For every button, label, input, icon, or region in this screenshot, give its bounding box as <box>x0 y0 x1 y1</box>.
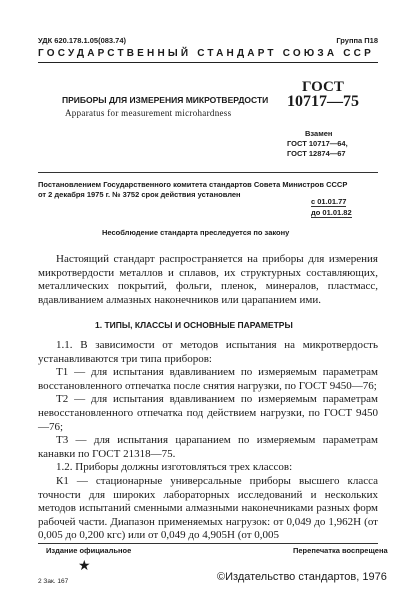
intro-paragraph: Настоящий стандарт распространяется на приборы для измерения микротвердости металлов и сплавов, их структурных составляющих, металлических покрытий, фольги, пленок, минералов, пластмасс, вдавливанием алмазных наконечников или царапанием ими. <box>38 253 378 306</box>
section-body <box>38 339 378 543</box>
paragraph-1-1: 1.1. В зависимости от методов испытания на микротвердость устанавливаются три типа приборов: <box>38 339 378 365</box>
group-code: Группа П18 <box>336 36 378 45</box>
type-t1: Т1 — для испытания вдавливанием по измеряемым параметрам восстановленного отпечатка после снятия нагрузки, по ГОСТ 9450—76; <box>38 366 378 392</box>
replaces-standard-1: ГОСТ 10717—64, <box>287 139 348 148</box>
intro-paragraph-block <box>38 253 378 307</box>
gost-label: ГОСТ <box>302 79 344 95</box>
footer-rule <box>38 543 378 544</box>
official-edition-label: Издание официальное <box>46 546 132 555</box>
standard-banner: ГОСУДАРСТВЕННЫЙ СТАНДАРТ СОЮЗА ССР <box>38 48 374 59</box>
decree-line-2: от 2 декабря 1975 г. № 3752 срок действия установлен <box>38 190 241 199</box>
paragraph-1-2: 1.2. Приборы должны изготовляться трех классов: <box>56 461 293 474</box>
section-heading: 1. ТИПЫ, КЛАССЫ И ОСНОВНЫЕ ПАРАМЕТРЫ <box>95 320 293 330</box>
order-number: 2 Зак. 167 <box>38 578 69 585</box>
document-title-english: Apparatus for measurement microhardness <box>65 108 232 118</box>
section-rule <box>38 172 378 173</box>
document-title-russian: ПРИБОРЫ ДЛЯ ИЗМЕРЕНИЯ МИКРОТВЕРДОСТИ <box>62 95 269 105</box>
valid-from: с 01.01.77 <box>311 197 347 206</box>
reprint-prohibited-label: Перепечатка воспрещена <box>293 546 388 555</box>
gost-number: 10717—75 <box>287 93 359 110</box>
udk-code: УДК 620.178.1.05(083.74) <box>38 36 127 45</box>
decree-block <box>38 180 347 200</box>
class-k1: К1 — стационарные универсальные приборы высшего класса точности для широких лабораторных исследований и нескольких методов испытаний сменными алмазными наконечниками разных форм рабочей части. Диапазон применяемых нагрузок: от 0,049 до 1,962Н (от 0,005 до 0,200 кгс) или от 0,049 до 4,905Н (от 0,005 <box>38 474 378 542</box>
type-t2: Т2 — для испытания вдавливанием по измеряемым параметрам невосстановленного отпечатка под действием нагрузки, по ГОСТ 9450—76; <box>38 393 378 433</box>
valid-to: до 01.01.82 <box>311 208 352 217</box>
non-observance-note: Несоблюдение стандарта преследуется по закону <box>102 228 290 237</box>
replaces-block <box>287 129 348 159</box>
type-t3: Т3 — для испытания царапанием по измеряемым параметрам канавки по ГОСТ 21318—75. <box>38 434 378 460</box>
decree-line-1: Постановлением Государственного комитета стандартов Совета Министров СССР <box>38 180 348 189</box>
validity-period <box>311 196 352 218</box>
replaces-label: Взамен <box>305 129 333 138</box>
replaces-standard-2: ГОСТ 12874—67 <box>287 149 346 158</box>
copyright-notice: ©Издательство стандартов, 1976 <box>217 571 387 583</box>
header-rule <box>38 62 378 63</box>
star-icon: ★ <box>78 557 91 573</box>
